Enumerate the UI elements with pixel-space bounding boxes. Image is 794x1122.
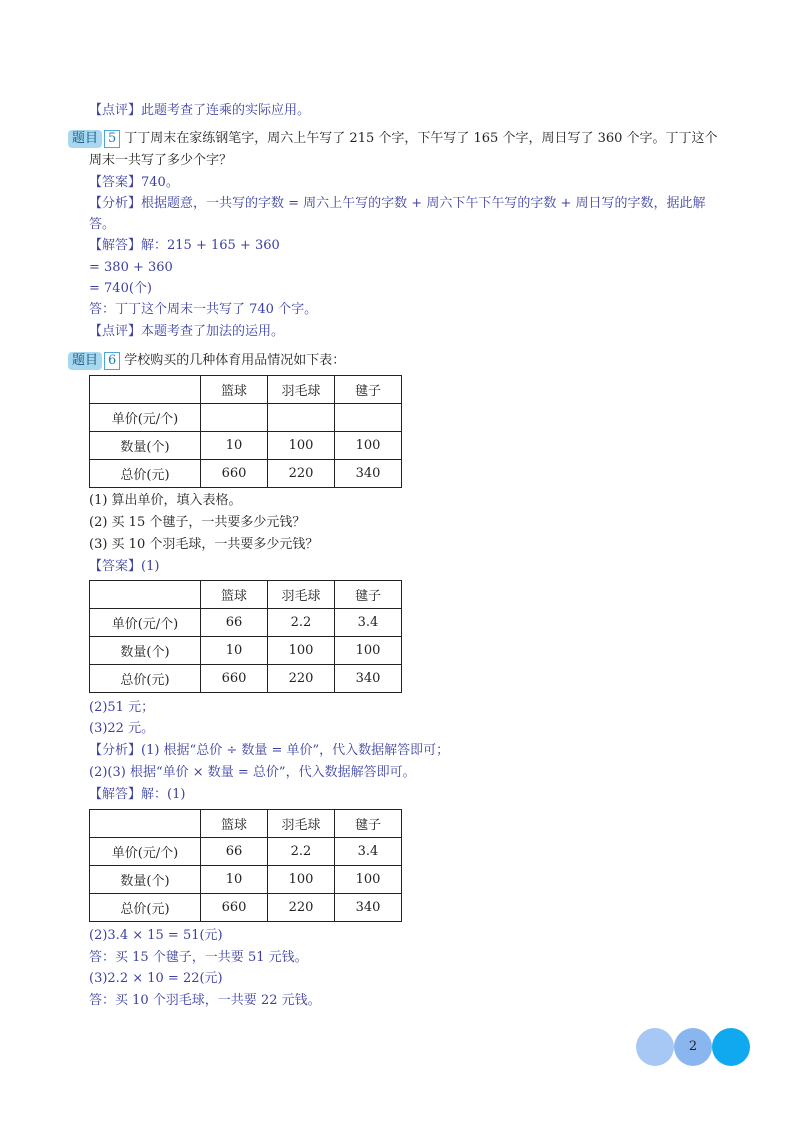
table-cell xyxy=(268,404,335,432)
page-number-badge xyxy=(636,1028,756,1068)
question-6-sol3-reply: 答：买 10 个羽毛球，一共要 22 元钱。 xyxy=(89,993,321,1008)
table-cell: 3.4 xyxy=(335,838,402,866)
question-number: 5 xyxy=(104,130,120,148)
table-row xyxy=(90,404,402,432)
table-cell: 总价(元) xyxy=(90,460,201,488)
table-row xyxy=(90,894,402,922)
table-cell: 羽毛球 xyxy=(268,376,335,404)
table-cell: 总价(元) xyxy=(90,894,201,922)
table-cell: 340 xyxy=(335,894,402,922)
table-cell xyxy=(90,376,201,404)
table-cell: 100 xyxy=(268,866,335,894)
question-5-text1: 丁丁周末在家练钢笔字，周六上午写了 215 个字，下午写了 165 个字，周日写了 360 个字。丁丁这个 xyxy=(124,131,718,146)
table-cell: 数量(个) xyxy=(90,637,201,665)
table-cell xyxy=(90,810,201,838)
table-cell: 660 xyxy=(201,894,268,922)
table-cell: 单价(元/个) xyxy=(90,609,201,637)
table-cell: 10 xyxy=(201,432,268,460)
table-row xyxy=(90,637,402,665)
question-table xyxy=(89,375,402,488)
question-6-sub1: (1) 算出单价，填入表格。 xyxy=(89,493,242,508)
decor-circle-right xyxy=(712,1028,750,1066)
table-cell: 总价(元) xyxy=(90,665,201,693)
table-cell xyxy=(90,581,201,609)
question-5-reply: 答：丁丁这个周末一共写了 740 个字。 xyxy=(89,302,318,317)
question-6-answer-label: 【答案】(1) xyxy=(89,559,160,574)
question-badge: 题目 xyxy=(68,352,102,370)
table-cell: 220 xyxy=(268,894,335,922)
question-6-sub3: (3) 买 10 个羽毛球，一共要多少元钱？ xyxy=(89,537,319,552)
table-cell: 篮球 xyxy=(201,810,268,838)
table-cell: 220 xyxy=(268,460,335,488)
table-cell: 66 xyxy=(201,838,268,866)
table-row xyxy=(90,460,402,488)
table-cell: 单价(元/个) xyxy=(90,838,201,866)
question-5-comment: 【点评】本题考查了加法的运用。 xyxy=(89,324,285,339)
solution-table xyxy=(89,809,402,922)
question-6-answer2: (2)51 元； xyxy=(89,700,155,715)
table-cell: 2.2 xyxy=(268,609,335,637)
question-6-answer3: (3)22 元。 xyxy=(89,721,155,736)
page-number: 2 xyxy=(688,1039,698,1054)
table-cell: 毽子 xyxy=(335,581,402,609)
table-cell: 340 xyxy=(335,460,402,488)
table-cell: 单价(元/个) xyxy=(90,404,201,432)
table-cell: 340 xyxy=(335,665,402,693)
previous-comment: 【点评】此题考查了连乘的实际应用。 xyxy=(89,103,311,118)
question-5-analysis2: 答。 xyxy=(89,217,116,232)
question-5-text2: 周末一共写了多少个字？ xyxy=(89,153,233,168)
table-cell: 10 xyxy=(201,637,268,665)
table-cell: 10 xyxy=(201,866,268,894)
question-6-solution-label: 【解答】解：(1) xyxy=(89,787,186,802)
table-row xyxy=(90,866,402,894)
table-cell: 2.2 xyxy=(268,838,335,866)
question-number: 6 xyxy=(104,352,120,370)
table-row xyxy=(90,609,402,637)
question-6-sol2-reply: 答：买 15 个毽子，一共要 51 元钱。 xyxy=(89,950,308,965)
question-5-solution3: = 740(个) xyxy=(89,281,152,296)
table-cell: 100 xyxy=(268,432,335,460)
table-cell: 220 xyxy=(268,665,335,693)
table-header-row xyxy=(90,376,402,404)
question-5-analysis1: 【分析】根据题意，一共写的字数 = 周六上午写的字数 + 周六下午下午写的字数 + 周日写的字数，据此解 xyxy=(89,196,706,211)
table-cell: 3.4 xyxy=(335,609,402,637)
table-cell xyxy=(201,404,268,432)
question-6-sol2: (2)3.4 × 15 = 51(元) xyxy=(89,928,223,943)
decor-circle-left xyxy=(636,1028,674,1066)
table-cell: 毽子 xyxy=(335,810,402,838)
question-6-sub2: (2) 买 15 个毽子，一共要多少元钱？ xyxy=(89,515,306,530)
question-6-analysis2: (2)(3) 根据“单价 × 数量 = 总价”，代入数据解答即可。 xyxy=(89,765,416,780)
table-row xyxy=(90,432,402,460)
question-5-solution1: 【解答】解：215 + 165 + 360 xyxy=(89,238,280,253)
question-6-sol3: (3)2.2 × 10 = 22(元) xyxy=(89,971,223,986)
table-cell: 羽毛球 xyxy=(268,810,335,838)
table-row xyxy=(90,665,402,693)
table-cell: 毽子 xyxy=(335,376,402,404)
table-cell: 660 xyxy=(201,665,268,693)
answer-table xyxy=(89,580,402,693)
table-cell: 羽毛球 xyxy=(268,581,335,609)
question-6-text: 学校购买的几种体育用品情况如下表： xyxy=(124,353,346,368)
table-cell: 100 xyxy=(268,637,335,665)
table-cell: 数量(个) xyxy=(90,432,201,460)
table-header-row xyxy=(90,810,402,838)
question-badge: 题目 xyxy=(68,130,102,148)
table-cell: 篮球 xyxy=(201,376,268,404)
table-cell: 数量(个) xyxy=(90,866,201,894)
question-5-line1 xyxy=(68,129,718,149)
table-row xyxy=(90,838,402,866)
table-cell: 66 xyxy=(201,609,268,637)
table-cell: 100 xyxy=(335,637,402,665)
table-header-row xyxy=(90,581,402,609)
question-5-solution2: = 380 + 360 xyxy=(89,260,173,275)
table-cell: 100 xyxy=(335,866,402,894)
table-cell xyxy=(335,404,402,432)
table-cell: 660 xyxy=(201,460,268,488)
question-5-answer: 【答案】740。 xyxy=(89,175,179,190)
table-cell: 100 xyxy=(335,432,402,460)
question-6-analysis1: 【分析】(1) 根据“总价 ÷ 数量 = 单价”，代入数据解答即可； xyxy=(89,743,450,758)
question-6-line1 xyxy=(68,351,345,371)
table-cell: 篮球 xyxy=(201,581,268,609)
